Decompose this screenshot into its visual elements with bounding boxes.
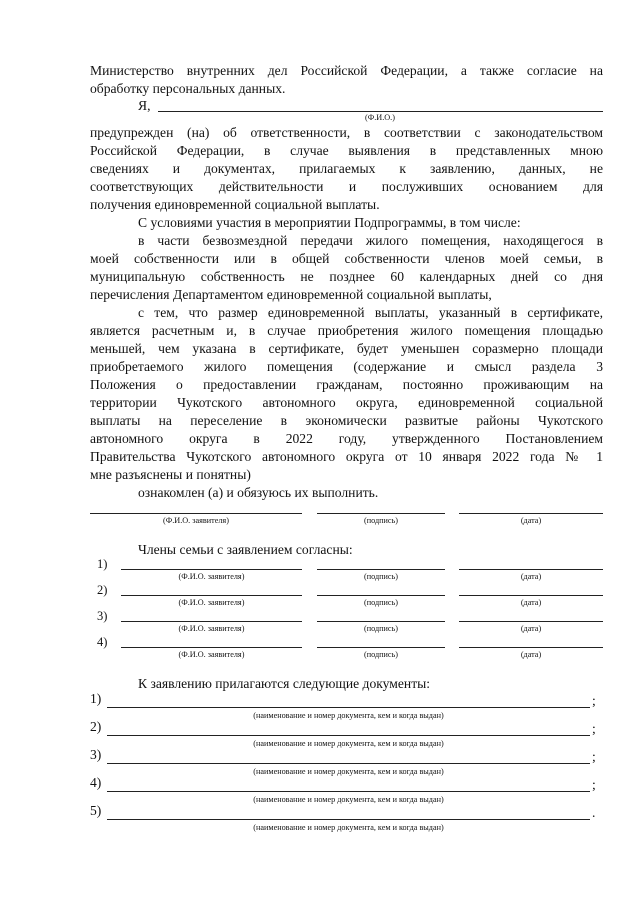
doc-5-caption: (наименование и номер документа, кем и когда выдан) <box>253 823 444 832</box>
para4-line-5: Положения о предоставлении гражданам, постоянно проживающим на <box>90 377 603 392</box>
family-3-fio-line[interactable] <box>121 621 302 622</box>
docs-heading: К заявлению прилагаются следующие документы: <box>138 676 431 691</box>
family-3-signature-caption: (подпись) <box>364 624 398 633</box>
applicant-date-line[interactable] <box>459 513 603 514</box>
para3-line-2: моей собственности или в общей собственности членов моей семьи, в <box>90 251 603 266</box>
family-1-date-line[interactable] <box>459 569 603 570</box>
doc-number-2: 2) <box>90 719 102 734</box>
para2-line-5: получения единовременной социальной выплаты. <box>90 197 380 212</box>
para4-line-7: выплаты на переселение в экономически развитые районы Чукотского <box>90 413 603 428</box>
para4-line-8: автономного округа в 2022 году, утвержденного Постановлением <box>90 431 603 446</box>
family-1-signature-caption: (подпись) <box>364 572 398 581</box>
doc-3-line[interactable] <box>107 763 590 764</box>
para4-line-3: меньшей, чем указана в сертификате, будет уменьшен соразмерно площади <box>90 341 603 356</box>
intro-line-2: обработку персональных данных. <box>90 81 286 96</box>
doc-number-5: 5) <box>90 803 102 818</box>
family-number-4: 4) <box>97 635 108 649</box>
acquainted-text: ознакомлен (а) и обязуюсь их выполнить. <box>138 485 379 500</box>
family-number-3: 3) <box>97 609 108 623</box>
para2-line-2: Российской Федерации, в случае выявления в представленных мною <box>90 143 603 158</box>
family-4-signature-line[interactable] <box>317 647 445 648</box>
doc-2-ending: ; <box>592 721 596 736</box>
family-1-signature-line[interactable] <box>317 569 445 570</box>
doc-3-caption: (наименование и номер документа, кем и когда выдан) <box>253 767 444 776</box>
family-4-signature-caption: (подпись) <box>364 650 398 659</box>
family-4-fio-line[interactable] <box>121 647 302 648</box>
para4-line-4: приобретаемого жилого помещения (содержание и смысл раздела 3 <box>90 359 603 374</box>
doc-number-1: 1) <box>90 691 102 706</box>
family-2-date-caption: (дата) <box>520 598 542 607</box>
family-1-date-caption: (дата) <box>520 572 542 581</box>
para3-line-3: муниципальную собственность не позднее 60 календарных дней со дня <box>90 269 603 284</box>
para4-line-2: является расчетным и, в случае приобретения жилого помещения площадью <box>90 323 603 338</box>
doc-2-line[interactable] <box>107 735 590 736</box>
para4-line-10: мне разъяснены и понятны) <box>90 467 251 482</box>
doc-3-ending: ; <box>592 749 596 764</box>
family-2-date-line[interactable] <box>459 595 603 596</box>
family-4-fio-caption: (Ф.И.О. заявителя) <box>178 650 245 659</box>
doc-5-line[interactable] <box>107 819 590 820</box>
para2-line-3: сведениях и документах, прилагаемых к заявлению, данных, не <box>90 161 603 176</box>
family-1-fio-line[interactable] <box>121 569 302 570</box>
ya-label: Я, <box>138 98 151 113</box>
intro-line-1: Министерство внутренних дел Российской Федерации, а также согласие на <box>90 63 603 78</box>
family-3-signature-line[interactable] <box>317 621 445 622</box>
doc-4-caption: (наименование и номер документа, кем и когда выдан) <box>253 795 444 804</box>
family-2-fio-caption: (Ф.И.О. заявителя) <box>178 598 245 607</box>
family-1-fio-caption: (Ф.И.О. заявителя) <box>178 572 245 581</box>
family-3-fio-caption: (Ф.И.О. заявителя) <box>178 624 245 633</box>
para3-line-1: в части безвозмездной передачи жилого помещения, находящегося в <box>138 233 603 248</box>
family-number-1: 1) <box>97 557 108 571</box>
doc-number-3: 3) <box>90 747 102 762</box>
doc-1-ending: ; <box>592 693 596 708</box>
fio-line[interactable] <box>158 111 603 112</box>
para2-line-4: соответствующих действительности и послуживших основанием для <box>90 179 603 194</box>
conditions-intro: С условиями участия в мероприятии Подпрограммы, в том числе: <box>138 215 521 230</box>
applicant-fio-line[interactable] <box>90 513 302 514</box>
doc-4-ending: ; <box>592 777 596 792</box>
applicant-signature-caption: (подпись) <box>364 516 398 525</box>
fio-caption: (Ф.И.О.) <box>365 113 395 122</box>
doc-5-ending: . <box>592 805 596 820</box>
applicant-signature-line[interactable] <box>317 513 445 514</box>
para4-line-1: с тем, что размер единовременной выплаты, указанный в сертификате, <box>138 305 603 320</box>
family-2-fio-line[interactable] <box>121 595 302 596</box>
para2-line-1: предупрежден (на) об ответственности, в соответствии с законодательством <box>90 125 603 140</box>
family-2-signature-line[interactable] <box>317 595 445 596</box>
family-3-date-line[interactable] <box>459 621 603 622</box>
doc-2-caption: (наименование и номер документа, кем и когда выдан) <box>253 739 444 748</box>
para4-line-9: Правительства Чукотского автономного округа от 10 января 2022 года № 1 <box>90 449 603 464</box>
doc-1-caption: (наименование и номер документа, кем и когда выдан) <box>253 711 444 720</box>
applicant-fio-caption: (Ф.И.О. заявителя) <box>163 516 229 525</box>
family-3-date-caption: (дата) <box>520 624 542 633</box>
family-2-signature-caption: (подпись) <box>364 598 398 607</box>
family-number-2: 2) <box>97 583 108 597</box>
family-heading: Члены семьи с заявлением согласны: <box>138 542 353 557</box>
para4-line-6: территории Чукотского автономного округа, единовременной социальной <box>90 395 603 410</box>
doc-1-line[interactable] <box>107 707 590 708</box>
para3-line-4: перечисления Департаментом единовременной социальной выплаты, <box>90 287 492 302</box>
applicant-date-caption: (дата) <box>520 516 542 525</box>
family-4-date-line[interactable] <box>459 647 603 648</box>
doc-number-4: 4) <box>90 775 102 790</box>
doc-4-line[interactable] <box>107 791 590 792</box>
family-4-date-caption: (дата) <box>520 650 542 659</box>
